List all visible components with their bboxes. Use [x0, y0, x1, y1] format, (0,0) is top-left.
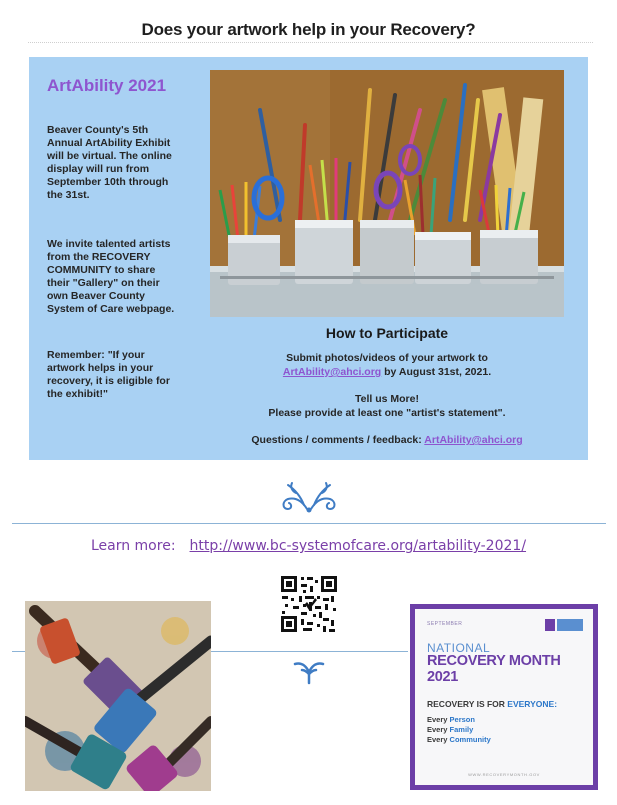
artability-url-link[interactable]: http://www.bc-systemofcare.org/artability-2021/ [189, 538, 527, 554]
artist-statement-line: Please provide at least one "artist's statement". [268, 407, 506, 419]
recovery-month-logo [545, 618, 583, 632]
questions-line [210, 434, 564, 447]
learn-more-line [0, 538, 617, 554]
card-recovery-month: RECOVERY MONTH 2021 [427, 653, 561, 685]
card-footer-url: WWW.RECOVERYMONTH.GOV [468, 772, 540, 777]
title-divider [28, 42, 593, 43]
card-national: NATIONAL [427, 641, 491, 655]
invite-paragraph: We invite talented artists from the RECOVERY COMMUNITY to share their "Gallery" on their own Beaver County System of Care webpage. [47, 238, 175, 315]
middle-divider [212, 651, 408, 652]
submit-line: Submit photos/videos of your artwork to [286, 352, 488, 364]
flourish-ornament-icon [274, 479, 344, 515]
card-every-person: Every Person [427, 715, 475, 724]
submit-email-line [210, 366, 564, 379]
card-every-family: Every Family [427, 725, 474, 734]
qr-code-icon[interactable] [279, 574, 339, 634]
card-small-label: SEPTEMBER [427, 621, 463, 627]
section-divider [12, 523, 606, 524]
deadline-text: by August 31st, 2021. [381, 366, 492, 378]
questions-label: Questions / comments / feedback: [251, 434, 425, 446]
page-title: Does your artwork help in your Recovery? [141, 20, 476, 39]
small-flourish-icon [292, 658, 326, 686]
submit-email-link[interactable]: ArtAbility@ahci.org [282, 366, 382, 378]
tell-us-more: Tell us More! [355, 393, 419, 405]
recovery-month-card [410, 604, 598, 790]
card-for-everyone: RECOVERY IS FOR EVERYONE: [427, 699, 558, 709]
brand-title: ArtAbility 2021 [47, 76, 167, 95]
questions-email-link[interactable]: ArtAbility@ahci.org [424, 434, 523, 446]
learn-more-label: Learn more: [90, 538, 176, 554]
remember-paragraph: Remember: "If your artwork helps in your recovery, it is eligible for the exhibit!" [47, 349, 170, 400]
card-every-community: Every Community [427, 735, 491, 744]
paint-brushes-photo [25, 601, 211, 791]
how-to-participate-heading: How to Participate [325, 325, 449, 341]
intro-paragraph: Beaver County's 5th Annual ArtAbility Exhibit will be virtual. The online display will run from September 10th through the 31st. [47, 124, 172, 201]
art-supplies-photo [210, 70, 564, 317]
